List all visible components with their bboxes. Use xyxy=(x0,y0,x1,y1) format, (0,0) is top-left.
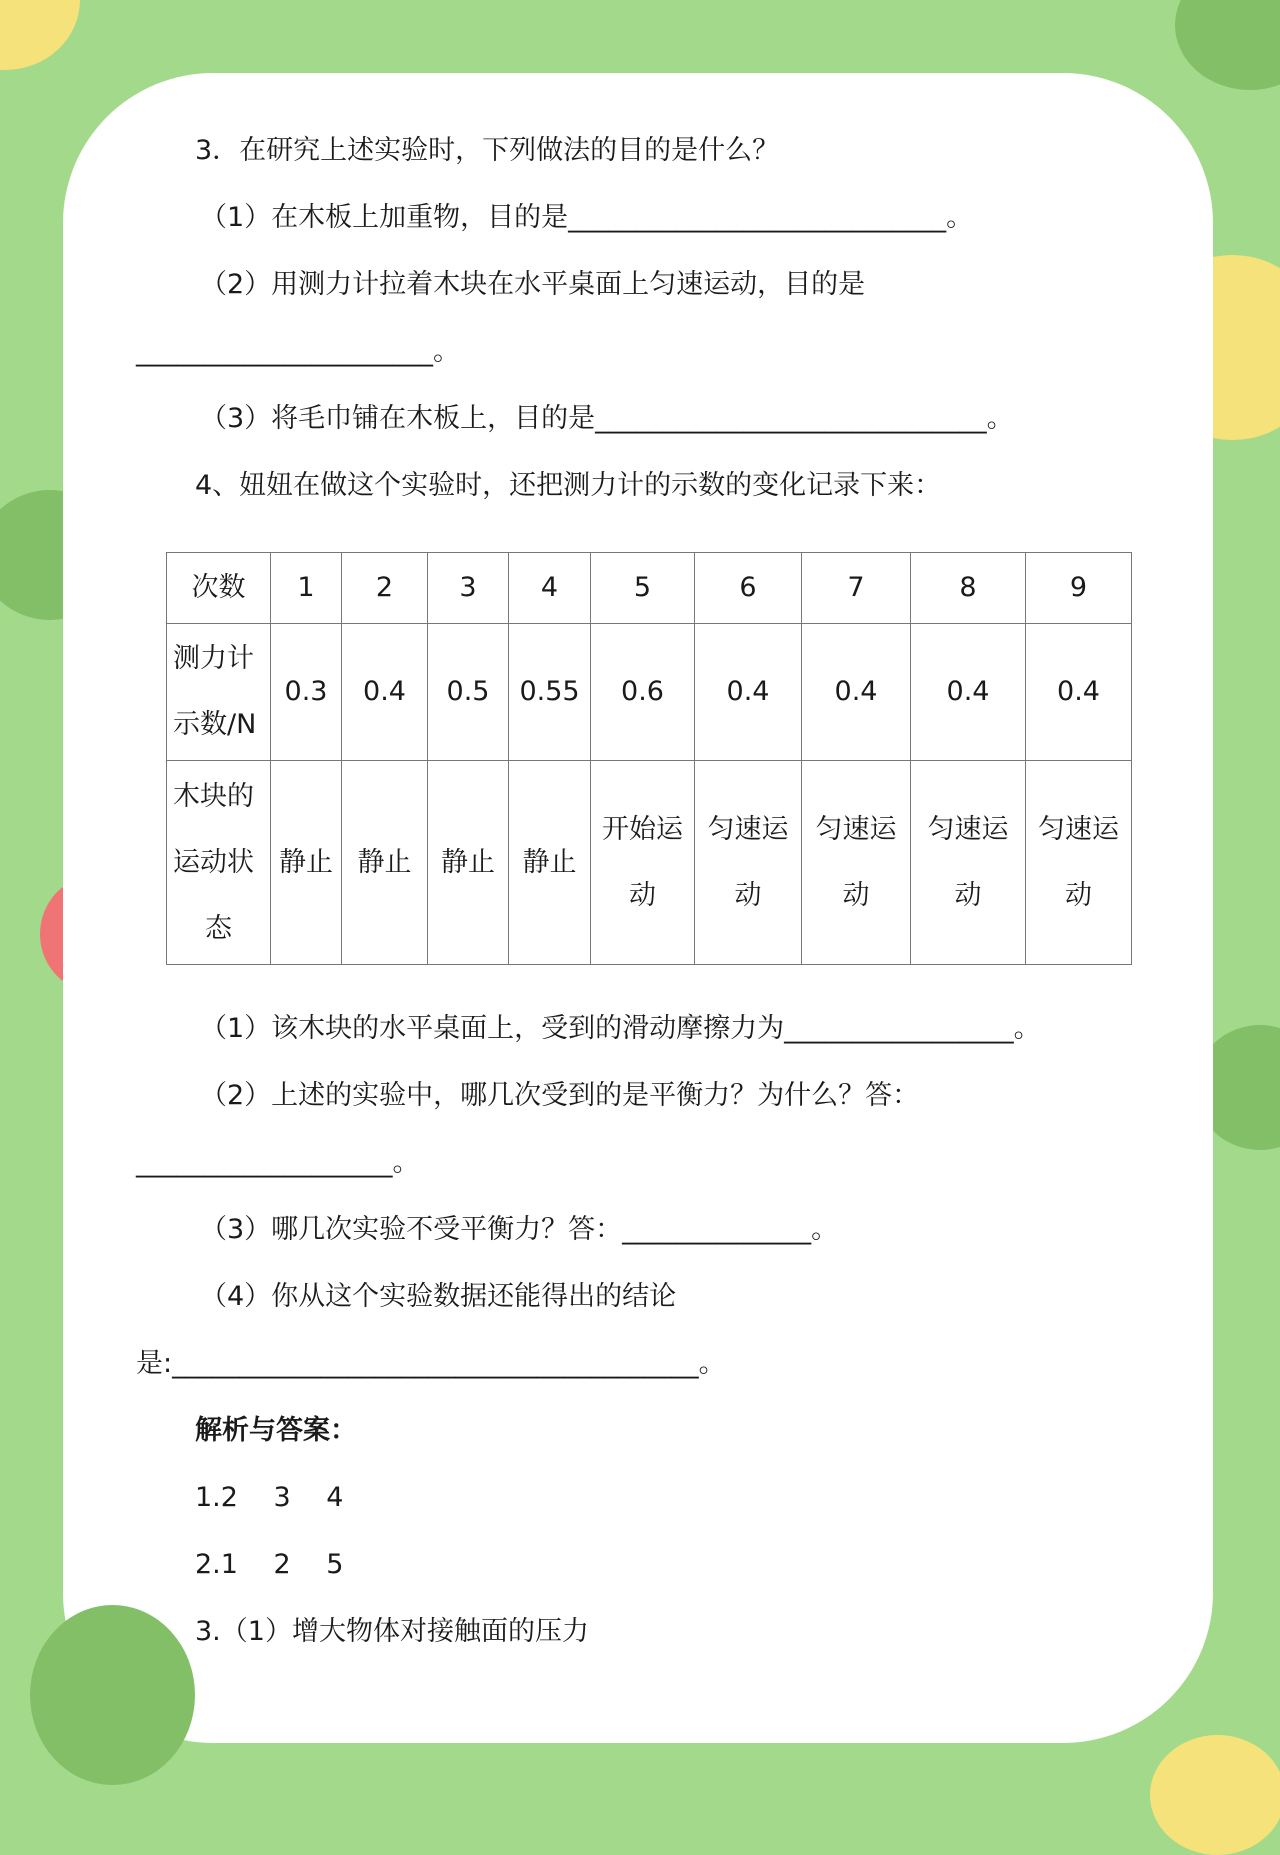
q4-title: 4、妞妞在做这个实验时，还把测力计的示数的变化记录下来： xyxy=(195,470,942,501)
reading-cell: 0.5 xyxy=(428,624,509,761)
reading-cell: 0.6 xyxy=(591,624,695,761)
state-text-line2: 动 xyxy=(629,879,656,911)
state-cell xyxy=(911,761,1026,965)
q4-part1: （1）该木块的水平桌面上，受到的滑动摩擦力为_________________。 xyxy=(200,1013,1041,1044)
reading-cell: 0.4 xyxy=(695,624,802,761)
state-text-line2: 动 xyxy=(734,879,762,911)
state-text: 静止 xyxy=(441,846,495,878)
state-text-line2: 动 xyxy=(954,879,982,911)
force-reading-table xyxy=(166,552,1132,965)
count-cell: 9 xyxy=(1026,553,1132,624)
count-cell: 4 xyxy=(509,553,591,624)
state-cell xyxy=(802,761,911,965)
state-cell xyxy=(1026,761,1132,965)
reading-cell: 0.4 xyxy=(802,624,911,761)
state-label-line3: 态 xyxy=(205,912,232,944)
count-cell: 8 xyxy=(911,553,1026,624)
q3-part2-line1: （2）用测力计拉着木块在水平桌面上匀速运动，目的是 xyxy=(200,269,866,300)
q4-part3: （3）哪几次实验不受平衡力？答：______________。 xyxy=(200,1214,839,1245)
state-cell xyxy=(695,761,802,965)
state-text-line2: 动 xyxy=(1065,879,1092,911)
q3-part3: （3）将毛巾铺在木板上，目的是_____________________________。 xyxy=(200,403,1014,434)
state-cell xyxy=(509,761,591,965)
reading-label-line1: 测力计 xyxy=(173,643,254,674)
state-text: 静止 xyxy=(357,846,412,878)
state-text-line1: 匀速运 xyxy=(1038,813,1119,845)
reading-label xyxy=(167,624,271,761)
answers-heading: 解析与答案： xyxy=(195,1415,357,1446)
state-cell xyxy=(591,761,695,965)
count-cell: 2 xyxy=(342,553,428,624)
q3-part2-blank: ______________________。 xyxy=(136,336,460,367)
decor-circle-yellow-top-left xyxy=(0,0,80,70)
q4-part4-line1: （4）你从这个实验数据还能得出的结论 xyxy=(200,1281,677,1312)
q4-part4-line2: 是:_______________________________________。 xyxy=(136,1348,726,1379)
decor-circle-green-top-right xyxy=(1175,0,1280,90)
reading-cell: 0.4 xyxy=(1026,624,1132,761)
reading-cell: 0.4 xyxy=(342,624,428,761)
count-cell: 6 xyxy=(695,553,802,624)
state-cell xyxy=(342,761,428,965)
q4-part2-blank: ___________________。 xyxy=(136,1147,420,1178)
header-count-label: 次数 xyxy=(167,553,271,624)
state-text: 静止 xyxy=(522,846,577,878)
decor-circle-yellow-bottom-right xyxy=(1150,1735,1280,1855)
q4-part2-line1: （2）上述的实验中，哪几次受到的是平衡力？为什么？答： xyxy=(200,1080,920,1111)
count-cell: 5 xyxy=(591,553,695,624)
state-label-line2: 运动状 xyxy=(173,846,254,878)
answer-3: 3.（1）增大物体对接触面的压力 xyxy=(195,1616,589,1647)
state-label-line1: 木块的 xyxy=(173,780,254,812)
state-text-line1: 匀速运 xyxy=(815,813,897,845)
q3-title: 3．在研究上述实验时，下列做法的目的是什么？ xyxy=(195,135,780,166)
reading-label-line2: 示数/N xyxy=(173,709,257,740)
state-text-line1: 开始运 xyxy=(602,813,683,845)
reading-cell: 0.3 xyxy=(271,624,342,761)
count-cell: 3 xyxy=(428,553,509,624)
decor-circle-green-bottom-left xyxy=(30,1605,195,1785)
state-text-line2: 动 xyxy=(842,879,870,911)
reading-cell: 0.55 xyxy=(509,624,591,761)
count-cell: 7 xyxy=(802,553,911,624)
q3-part1: （1）在木板上加重物，目的是____________________________。 xyxy=(200,202,974,233)
count-cell: 1 xyxy=(271,553,342,624)
reading-cell: 0.4 xyxy=(911,624,1026,761)
table-row-counts xyxy=(167,553,1132,624)
state-cell xyxy=(428,761,509,965)
table-row-readings xyxy=(167,624,1132,761)
answer-1: 1.2 3 4 xyxy=(195,1482,344,1513)
state-text-line1: 匀速运 xyxy=(707,813,789,845)
table-row-states xyxy=(167,761,1132,965)
state-text: 静止 xyxy=(279,846,333,878)
state-label xyxy=(167,761,271,965)
state-text-line1: 匀速运 xyxy=(927,813,1009,845)
state-cell xyxy=(271,761,342,965)
answer-2: 2.1 2 5 xyxy=(195,1549,344,1580)
